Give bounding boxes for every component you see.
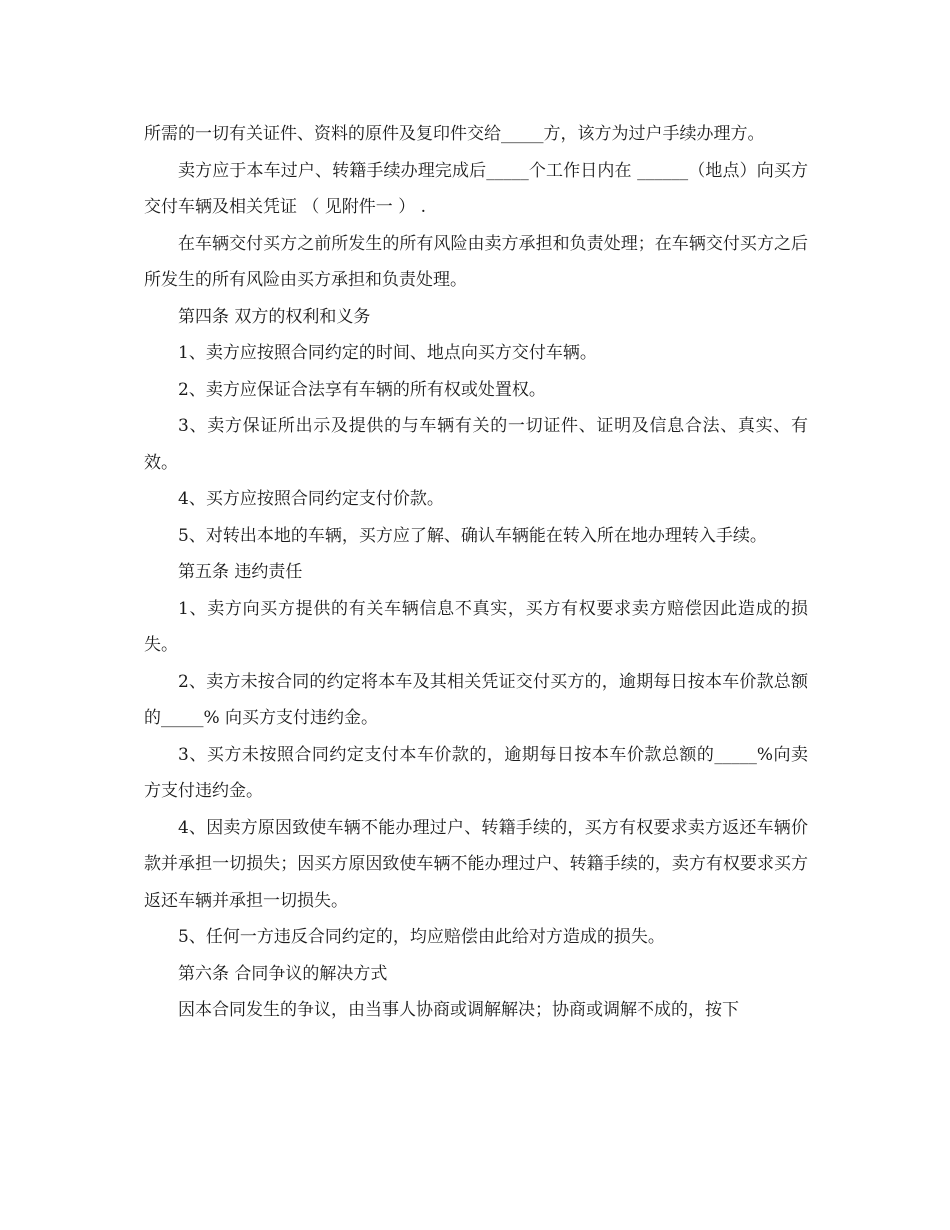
list-item: 3、买方未按照合同约定支付本车价款的，逾期每日按本车价款总额的_____%向卖方支付违约金。: [144, 744, 808, 801]
list-item: 5、任何一方违反合同约定的，均应赔偿由此给对方造成的损失。: [178, 927, 665, 947]
document-body: [144, 116, 808, 1029]
section-heading-rights-obligations: 第四条 双方的权利和义务: [178, 306, 371, 327]
paragraph-dispute-text: 因本合同发生的争议，由当事人协商或调解解决；协商或调解不成的，按下: [178, 1000, 739, 1020]
paragraph-vehicle-delivery: 卖方应于本车过户、转籍手续办理完成后_____个工作日内在 ______（地点）向买方交付车辆及相关凭证 （ 见附件一 ） .: [144, 160, 808, 217]
list-item: 1、卖方向买方提供的有关车辆信息不真实，买方有权要求卖方赔偿因此造成的损失。: [144, 598, 808, 655]
paragraph-risk-allocation: 在车辆交付买方之前所发生的所有风险由卖方承担和负责处理；在车辆交付买方之后所发生的所有风险由买方承担和负责处理。: [144, 233, 808, 290]
list-item: 2、卖方未按合同的约定将本车及其相关凭证交付买方的，逾期每日按本车价款总额的_____% 向买方支付违约金。: [144, 671, 808, 728]
list-item: 4、买方应按照合同约定支付价款。: [178, 489, 444, 509]
list-item: 3、卖方保证所出示及提供的与车辆有关的一切证件、证明及信息合法、真实、有效。: [144, 416, 808, 473]
list-item: 5、对转出本地的车辆，买方应了解、确认车辆能在转入所在地办理转入手续。: [178, 525, 767, 546]
section-heading-dispute-resolution: 第六条 合同争议的解决方式: [178, 963, 388, 984]
list-item: 4、因卖方原因致使车辆不能办理过户、转籍手续的，买方有权要求卖方返还车辆价款并承担一切损失；因买方原因致使车辆不能办理过户、转籍手续的，卖方有权要求买方返还车辆并承担一切损失。: [144, 817, 808, 911]
paragraph-transfer-documents: 所需的一切有关证件、资料的原件及复印件交给_____方，该方为过户手续办理方。: [144, 124, 765, 144]
list-item: 2、卖方应保证合法享有车辆的所有权或处置权。: [178, 379, 546, 400]
list-item: 1、卖方应按照合同约定的时间、地点向买方交付车辆。: [178, 343, 597, 363]
section-heading-breach-liability: 第五条 违约责任: [178, 562, 303, 582]
